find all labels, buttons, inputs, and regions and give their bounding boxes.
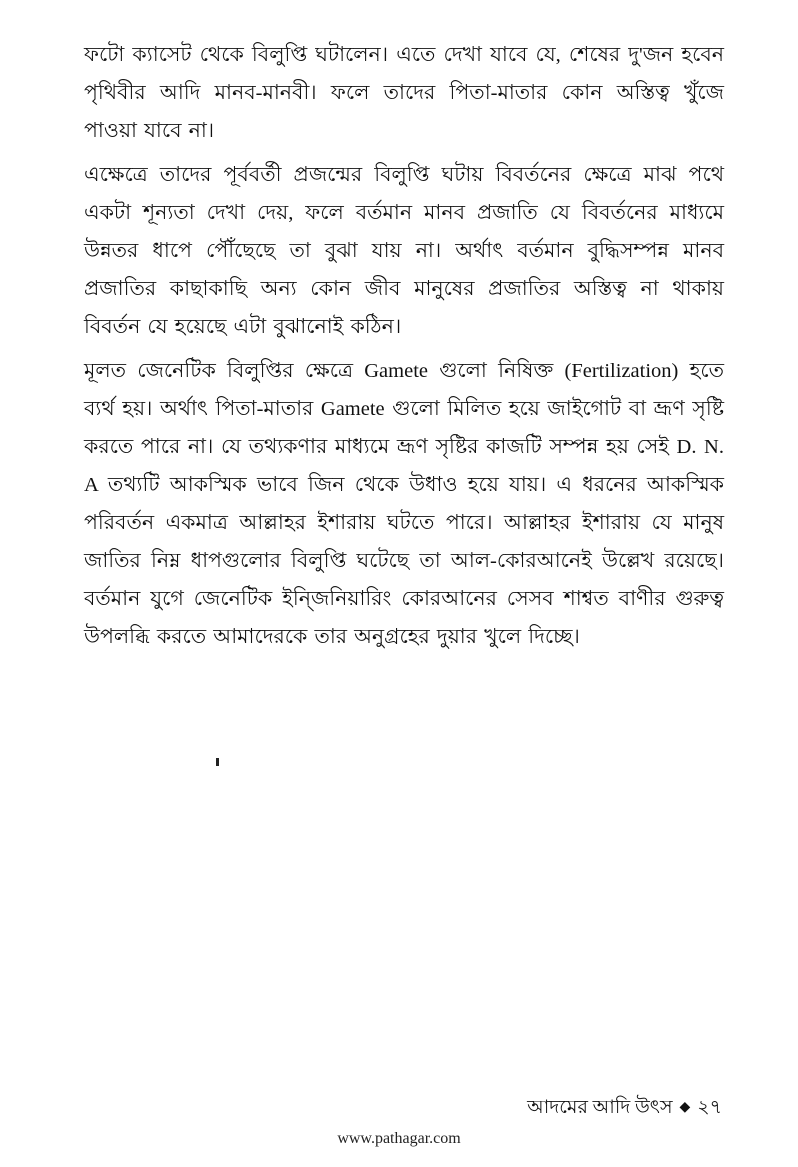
page-footer: [0, 1093, 798, 1125]
diamond-icon: ◆: [679, 1100, 691, 1115]
footer-chapter-title: আদমের আদি উৎস: [527, 1097, 673, 1118]
page-text-body: [84, 36, 724, 656]
paragraph: ফটো ক্যাসেট থেকে বিলুপ্তি ঘটালেন। এতে দেখা যাবে যে, শেষের দু'জন হবেন পৃথিবীর আদি মানব-মানবী। ফলে তাদের পিতা-মাতার কোন অস্তিত্ব খুঁজে পাওয়া যাবে না।: [84, 44, 724, 142]
paragraph: এক্ষেত্রে তাদের পূর্ববর্তী প্রজন্মের বিলুপ্তি ঘটায় বিবর্তনের ক্ষেত্রে মাঝ পথে একটা শূন্যতা দেখা দেয়, ফলে বর্তমান মানব প্রজাতি যে বিবর্তনের মাধ্যমে উন্নতর ধাপে পৌঁছেছে তা বুঝা যায় না। অর্থাৎ বর্তমান বুদ্ধিসম্পন্ন মানব প্রজাতির কাছাকাছি অন্য কোন জীব মানুষের প্রজাতির অস্তিত্ব না থাকায় বিবর্তন যে হয়েছে এটা বুঝানোই কঠিন।: [84, 164, 724, 338]
stray-ink-mark: [216, 758, 219, 766]
paragraph: মূলত জেনেটিক বিলুপ্তির ক্ষেত্রে Gamete গুলো নিষিক্ত (Fertilization) হতে ব্যর্থ হয়। অর্থাৎ পিতা-মাতার Gamete গুলো মিলিত হয়ে জাইগোট বা ভ্রূণ সৃষ্টি করতে পারে না। যে তথ্যকণার মাধ্যমে ভ্রূণ সৃষ্টির কাজটি সম্পন্ন হয় সেই D. N. A তথ্যটি আকস্মিক ভাবে জিন থেকে উধাও হয়ে যায়। এ ধরনের আকস্মিক পরিবর্তন একমাত্র আল্লাহর ইশারায় ঘটতে পারে। আল্লাহর ইশারায় যে মানুষ জাতির নিম্ন ধাপগুলোর বিলুপ্তি ঘটেছে তা আল-কোরআনেই উল্লেখ রয়েছে। বর্তমান যুগে জেনেটিক ইন্জিনিয়ারিং কোরআনের সেসব শাশ্বত বাণীর গুরুত্ব উপলব্ধি করতে আমাদেরকে তার অনুগ্রহের দুয়ার খুলে দিচ্ছে।: [84, 360, 724, 648]
page-number: ২৭: [697, 1097, 722, 1118]
watermark-url: www.pathagar.com: [337, 1130, 461, 1147]
